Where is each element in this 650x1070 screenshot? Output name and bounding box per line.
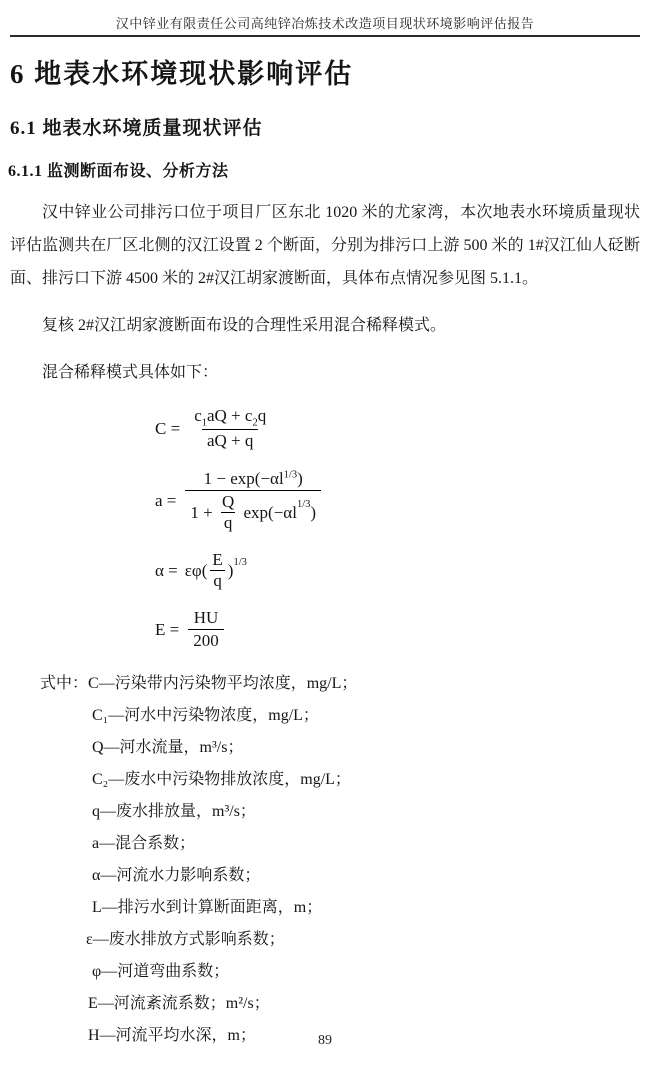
variable-definitions-list (40, 668, 640, 1052)
formula-lhs: α = (155, 560, 178, 580)
list-item: C₁—河水中污染物浓度，mg/L； (92, 707, 319, 725)
paragraph-review-model: 复核 2#汉江胡家渡断面布设的合理性采用混合稀释模式。 (42, 317, 447, 334)
page-number: 89 (318, 1033, 332, 1048)
running-header: 汉中锌业有限责任公司高纯锌冶炼技术改造项目现状环境影响评估报告 (115, 16, 535, 31)
list-item: H—河流平均水深，m； (88, 1027, 257, 1045)
list-item: 式中：C—污染带内污染物平均浓度，mg/L； (40, 675, 358, 693)
list-item: a—混合系数； (92, 835, 196, 853)
formula-hydraulic-coefficient: α = εφ( $\frac{E}{q}$ ) 1/3 (155, 550, 247, 591)
subsection-heading: 6.1.1 监测断面布设、分析方法 (8, 163, 229, 180)
formula-lhs: E = (155, 619, 180, 639)
where-label: 式中： (40, 675, 89, 693)
fraction: $\frac{HU}{200}$ (188, 607, 224, 652)
fraction: $\frac{c_1aQ + c_2q}{aQ + q}$ (194, 406, 267, 451)
list-item: E—河流紊流系数；m²/s； (88, 995, 270, 1013)
list-item: L—排污水到计算断面距离，m； (92, 899, 323, 917)
formula-lhs: C = (155, 418, 181, 438)
list-item: C₂—废水中污染物排放浓度，mg/L； (92, 771, 351, 789)
list-item: α—河流水力影响系数； (92, 867, 261, 885)
formula-lhs: a = (155, 491, 177, 511)
list-item: φ—河道弯曲系数； (92, 963, 230, 981)
list-item: ε—废水排放方式影响系数； (86, 931, 285, 949)
formula-concentration (155, 405, 650, 452)
formula-mixing-coefficient (155, 468, 650, 534)
list-item: q—废水排放量，m³/s； (92, 803, 256, 821)
formula-turbulence (155, 607, 650, 652)
nested-fraction: $\frac{Q}{q}$ (221, 492, 235, 533)
fraction: $1 - \exp(-\alpha l^{1/3})$ 1 + $\frac{Q}{q}$ exp(−αl 1/3 ) (185, 468, 321, 534)
fraction: $\frac{E}{q}$ (209, 550, 225, 591)
paragraph-monitoring-sections: 汉中锌业公司排污口位于项目厂区东北 1020 米的尤家湾，本次地表水环境质量现状评估监测共在厂区北侧的汉江设置 2 个断面，分别为排污口上游 500 米的 1#汉江仙人砭断面、排污口下游 4500 米的 2#汉江胡家渡断面，具体布点情况参见图 5.1.1。 (10, 204, 640, 287)
list-item: Q—河水流量，m³/s； (92, 739, 244, 757)
header-rule (10, 35, 640, 37)
formula-block (155, 405, 650, 652)
chapter-heading: 6 地表水环境现状影响评估 (10, 59, 354, 89)
section-heading: 6.1 地表水环境质量现状评估 (10, 118, 263, 139)
paragraph-model-intro: 混合稀释模式具体如下： (42, 364, 219, 381)
